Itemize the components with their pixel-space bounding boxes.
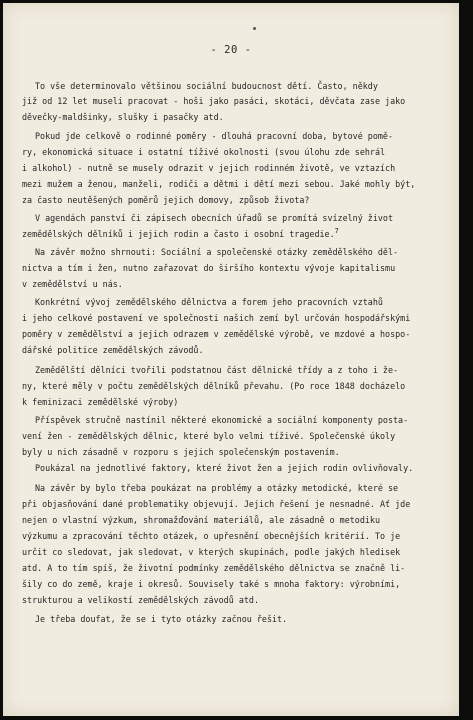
text-line: v zemědělství u nás.: [22, 279, 123, 289]
text-line: vení žen - zemědělských dělnic, které bylo velmi tíživé. Společenské úkoly: [22, 431, 396, 441]
text-line: výzkumu a zpracování těchto otázek, o upřesnění obecnějších kritérií. To je: [22, 531, 401, 541]
page-number: - 20 -: [210, 44, 252, 56]
line-text: zemědělských dělníků i jejich rodin a často i osobní tragedie.: [22, 229, 335, 239]
text-line: strukturou a velikostí zemědělských závodů atd.: [22, 595, 259, 605]
text-line: ny, které měly v počtu zemědělských dělníků převahu. (Po roce 1848 docházelo: [22, 381, 406, 391]
document-page: [3, 3, 459, 716]
text-line: šily co do země, kraje i okresů. Souvisely také s mnoha faktory: výrobními,: [22, 579, 401, 589]
text-line: Poukázal na jednotlivé faktory, které život žen a jejich rodin ovlivňovaly.: [35, 463, 414, 473]
body-text: [3, 3, 459, 716]
text-line: mezi mužem a ženou, manželi, rodiči a dětmi i dětí mezi sebou. Jaké mohly být,: [22, 179, 416, 189]
text-line: za často neutěšených poměrů jejich domovy, způsob života?: [22, 195, 310, 205]
text-line: děvečky-maldšinky, slušky i pasačky atd.: [22, 112, 224, 122]
text-line: Na závěr možno shrnouti: Sociální a společenské otázky zemědělského děl-: [35, 247, 399, 257]
text-line: k feminizaci zemědělské výroby): [22, 397, 179, 407]
text-line: při objasňování dané problematiky objevují. Jejich řešení je nesnadné. Ať jde: [22, 499, 411, 509]
text-line: atd. A to tím spíš, že životní podmínky zemědělského dělnictva se značně li-: [22, 563, 406, 573]
text-line: poměry v zemědělství a jejich odrazem v zemědělské výrobě, ve mzdové a hospo-: [22, 329, 411, 339]
text-line: nictva a tím i žen, nutno zařazovat do širšího kontextu vývoje kapitalismu: [22, 263, 396, 273]
footnote-marker: 7: [334, 227, 339, 235]
text-line: i jeho celkové postavení ve společnosti našich zemí byl určován hospodářskými: [22, 313, 411, 323]
text-line: [22, 229, 339, 239]
text-line: Pokud jde celkově o rodinné poměry - dlouhá pracovní doba, bytové pomě-: [35, 131, 393, 141]
text-line: Na závěr by bylo třeba poukázat na problémy a otázky metodické, které se: [35, 483, 399, 493]
text-line: Příspěvek stručně nastínil některé ekonomické a sociální komponenty posta-: [35, 415, 409, 425]
text-line: ry, ekonomická situace i ostatní tíživé okolnosti (svou úlohu zde sehrál: [22, 147, 386, 157]
text-line: určit co sledovat, jak sledovat, v kterých skupinách, podle jakých hledisek: [22, 547, 401, 557]
text-line: Konkrétní vývoj zemědělského dělnictva a forem jeho pracovních vztahů: [35, 297, 383, 307]
text-line: byly u nich zásadně v rozporu s jejich společenským postavením.: [22, 447, 340, 457]
text-line: dářské politice zemědělských závodů.: [22, 345, 204, 355]
text-line: Je třeba doufat, že se i tyto otázky začnou řešit.: [35, 614, 288, 624]
text-line: nejen o vlastní výzkum, shromažďování materiálů, ale zásadně o metodiku: [22, 515, 380, 525]
text-line: To vše determinovalo většinou sociální budoucnost dětí. Často, někdy: [35, 81, 378, 91]
text-line: V agendách panství či zápisech obecních úřadů se promítá svízelný život: [35, 213, 393, 223]
text-line: již od 12 let museli pracovat - hoši jako pasáci, skotáci, děvčata zase jako: [22, 96, 406, 106]
text-line: Zemědělští dělníci tvořili podstatnou část dělnické třídy a z toho i že-: [35, 365, 399, 375]
text-line: i alkohol) - nutně se musely odrazit v jejich rodinném životě, ve vztazích: [22, 163, 396, 173]
